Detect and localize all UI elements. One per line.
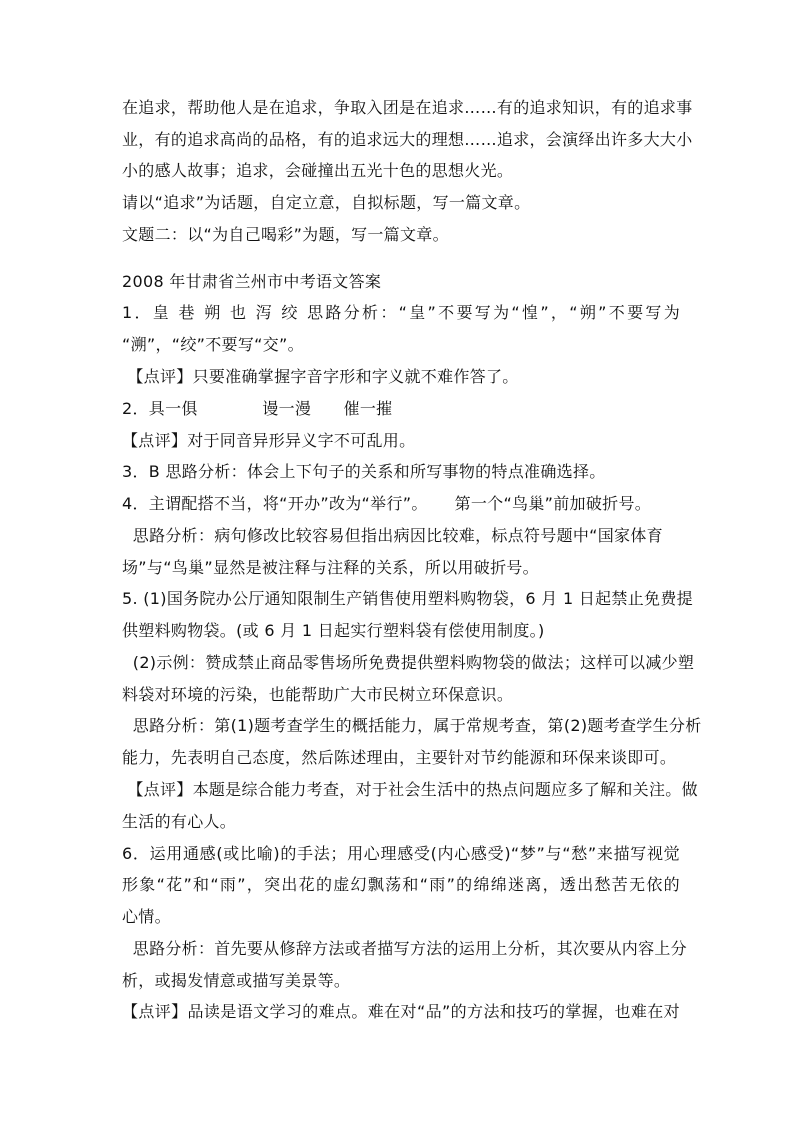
text-line: 【点评】对于同音异形异义字不可乱用。 [122, 431, 416, 450]
text-line: 【点评】品读是语文学习的难点。难在对“品”的方法和技巧的掌握，也难在对 [122, 1002, 680, 1021]
text-line: (2)示例：赞成禁止商品零售场所免费提供塑料购物袋的做法；这样可以减少塑 [122, 653, 695, 672]
answer-section-title: 2008 年甘肃省兰州市中考语文答案 [122, 272, 382, 291]
text-line: 【点评】只要准确掌握字音字形和字义就不难作答了。 [122, 367, 519, 386]
text-line: 在追求，帮助他人是在追求，争取入团是在追求……有的追求知识，有的追求事 [122, 98, 693, 117]
text-line: 形象“花”和“雨”，突出花的虚幻飘荡和“雨”的绵绵迷离，透出愁苦无依的 [122, 875, 680, 894]
text-line: 3．B 思路分析：体会上下句子的关系和所写事物的特点准确选择。 [122, 462, 606, 481]
text-line: 【点评】本题是综合能力考查，对于社会生活中的热点问题应多了解和关注。做 [122, 780, 698, 799]
text-line: 料袋对环境的污染，也能帮助广大市民树立环保意识。 [122, 685, 514, 704]
text-line: 文题二：以“为自己喝彩”为题，写一篇文章。 [122, 225, 449, 244]
text-line: 思路分析：第(1)题考查学生的概括能力，属于常规考查，第(2)题考查学生分析 [122, 716, 702, 735]
text-line: 小的感人故事；追求，会碰撞出五光十色的思想火光。 [122, 161, 514, 180]
text-line: 业，有的追求高尚的品格，有的追求远大的理想……追求，会演绎出许多大大小 [122, 130, 693, 149]
text-line: 析，或揭发情意或描写美景等。 [122, 971, 351, 990]
text-line: 5. (1)国务院办公厅通知限制生产销售使用塑料购物袋，6 月 1 日起禁止免费提 [122, 589, 693, 608]
text-line: 请以“追求”为话题，自定立意，自拟标题，写一篇文章。 [122, 193, 531, 212]
text-line: 供塑料购物袋。(或 6 月 1 日起实行塑料袋有偿使用制度。) [122, 621, 545, 640]
text-line: 能力，先表明自己态度，然后陈述理由，主要针对节约能源和环保来谈即可。 [122, 748, 677, 767]
text-line: 1．皇 巷 朔 也 泻 绞 思路分析：“皇”不要写为“惶”，“朔”不要写为 [122, 303, 680, 322]
text-line: 心情。 [122, 907, 171, 926]
text-line: 思路分析：病句修改比较容易但指出病因比较难，标点符号题中“国家体育 [122, 526, 663, 545]
text-line: 2．具一俱 谩一漫 催一摧 [122, 399, 393, 418]
text-line: 6．运用通感(或比喻)的手法；用心理感受(内心感受)“梦”与“愁”来描写视觉 [122, 844, 680, 863]
text-line: 场”与“鸟巢”显然是被注释与注释的关系，所以用破折号。 [122, 558, 539, 577]
text-line: 生活的有心人。 [122, 812, 237, 831]
text-line: 4．主谓配搭不当，将“开办”改为“举行”。 第一个“鸟巢”前加破折号。 [122, 494, 652, 513]
text-line: 思路分析：首先要从修辞方法或者描写方法的运用上分析，其次要从内容上分 [122, 939, 687, 958]
text-line: “溯”，“绞”不要写“交”。 [122, 335, 304, 354]
